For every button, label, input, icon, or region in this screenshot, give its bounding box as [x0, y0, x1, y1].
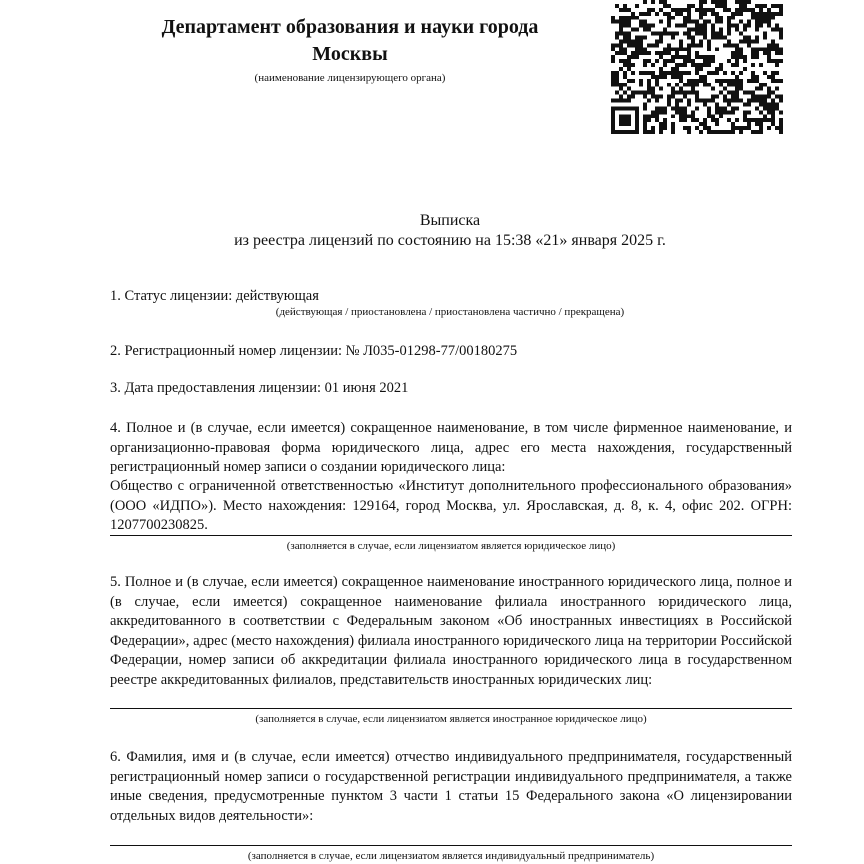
section-5-caption: (заполняется в случае, если лицензиатом является иностранное юридическое лицо): [255, 713, 647, 725]
org-name-line-1: Департамент образования и науки города: [161, 16, 539, 38]
section-4-heading: 4. Полное и (в случае, если имеется) сокращенное наименование, в том числе фирменное наименование, и организационно-правовая форма юридического лица, адрес его места нахождения, государственный регистрационный номер записи о создании юридического лица:: [110, 420, 792, 476]
qr-code-icon: [611, 0, 783, 134]
section-4-caption: (заполняется в случае, если лицензиатом является юридическое лицо): [286, 540, 616, 552]
license-status-caption: (действующая / приостановлена / приостановлена частично / прекращена): [275, 306, 625, 318]
section-4-underline: [110, 535, 792, 536]
section-5-heading: 5. Полное и (в случае, если имеется) сокращенное наименование иностранного юридического лица, полное и (в случае, если имеется) сокращенное наименование филиала иностранного юридического лица, аккредитованного в соответствии с Федеральным законом «Об иностранных инвестициях в Российской Федерации», адрес (место нахождения) филиала иностранного юридического лица на территории Российской Федерации, номер записи об аккредитации филиала иностранного юридического лица в государственном реестре аккредитованных филиалов, представительств иностранных юридических лиц:: [110, 574, 792, 688]
document-title: Выписка: [419, 212, 481, 229]
org-caption: (наименование лицензирующего органа): [254, 72, 446, 84]
section-5-underline: [110, 708, 792, 709]
license-status: 1. Статус лицензии: действующая: [110, 288, 319, 304]
org-name-line-2: Москвы: [312, 43, 388, 65]
licensing-authority-name: [130, 14, 570, 68]
section-6-underline: [110, 845, 792, 846]
license-registration-number: 2. Регистрационный номер лицензии: № Л035-01298-77/00180275: [110, 343, 518, 359]
section-4-value: Общество с ограниченной ответственностью «Институт дополнительного профессионального образования» (ООО «ИДПО»). Место нахождения: 129164, город Москва, ул. Ярославская, д. 8, к. 4, офис 202. ОГРН: 1207700230825.: [110, 478, 792, 534]
document-subtitle: из реестра лицензий по состоянию на 15:38 «21» января 2025 г.: [234, 232, 666, 249]
section-6-heading: 6. Фамилия, имя и (в случае, если имеется) отчество индивидуального предпринимателя, государственный регистрационный номер записи о государственной регистрации индивидуального предпринимателя, а также иные сведения, предусмотренные пунктом 3 части 1 статьи 15 Федерального закона «О лицензировании отдельных видов деятельности»:: [110, 749, 792, 824]
section-6-caption: (заполняется в случае, если лицензиатом является индивидуальный предприниматель): [247, 850, 655, 862]
license-date: 3. Дата предоставления лицензии: 01 июня 2021: [110, 380, 409, 396]
